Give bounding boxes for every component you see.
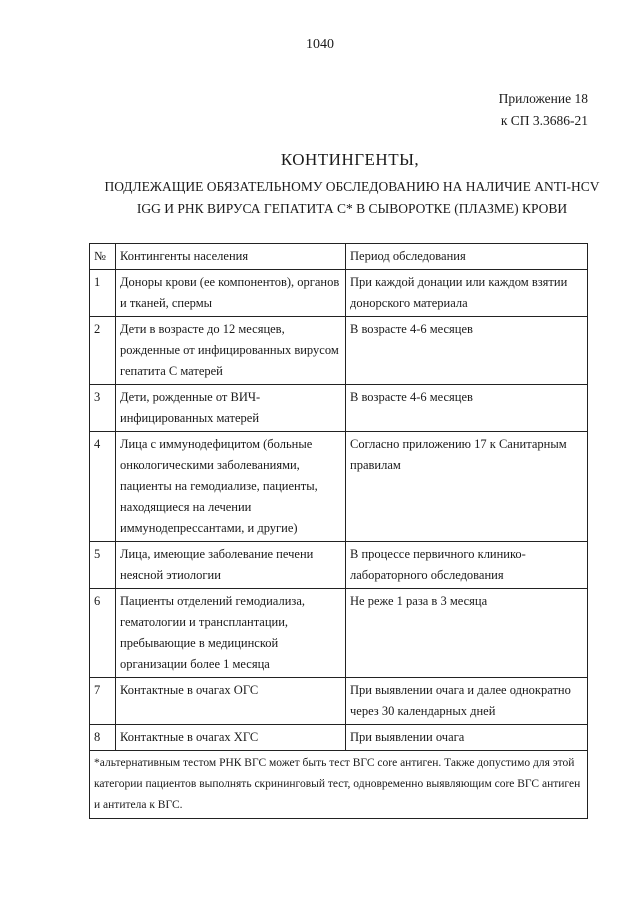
- header-population: Контингенты населения: [116, 244, 346, 270]
- table-row: [90, 385, 588, 432]
- table-row: [90, 317, 588, 385]
- row-period: В возрасте 4-6 месяцев: [346, 317, 588, 385]
- row-population: Дети в возрасте до 12 месяцев, рожденные от инфицированных вирусом гепатита С матерей: [116, 317, 346, 385]
- row-period: Согласно приложению 17 к Санитарным правилам: [346, 432, 588, 542]
- row-period: Не реже 1 раза в 3 месяца: [346, 589, 588, 678]
- footnote: *альтернативным тестом РНК ВГС может быть тест ВГС core антиген. Также допустимо для этой категории пациентов выполнять скрининговый тест, одновременно выявляющим core ВГС антиген и антитела к ВГС.: [90, 751, 588, 819]
- contingents-table: [89, 243, 588, 819]
- row-number: 7: [90, 678, 116, 725]
- table-row: [90, 542, 588, 589]
- footnote-row: [90, 751, 588, 819]
- page-number: 1040: [306, 37, 334, 52]
- row-number: 6: [90, 589, 116, 678]
- table-row: [90, 432, 588, 542]
- table-row: [90, 678, 588, 725]
- table-row: [90, 589, 588, 678]
- row-period: При каждой донации или каждом взятии донорского материала: [346, 270, 588, 317]
- appendix-document: к СП 3.3686-21: [500, 113, 588, 128]
- document-title: КОНТИНГЕНТЫ,: [280, 150, 420, 169]
- row-population: Дети, рожденные от ВИЧ-инфицированных матерей: [116, 385, 346, 432]
- row-number: 1: [90, 270, 116, 317]
- table-header-row: [90, 244, 588, 270]
- row-population: Контактные в очагах ХГС: [116, 725, 346, 751]
- row-period: При выявлении очага: [346, 725, 588, 751]
- row-population: Лица с иммунодефицитом (больные онкологическими заболеваниями, пациенты на гемодиализе, пациенты, находящиеся на лечении иммунодепрессантами, и другие): [116, 432, 346, 542]
- header-period: Период обследования: [346, 244, 588, 270]
- row-period: В процессе первичного клинико-лабораторного обследования: [346, 542, 588, 589]
- row-population: Доноры крови (ее компонентов), органов и тканей, спермы: [116, 270, 346, 317]
- row-number: 8: [90, 725, 116, 751]
- row-number: 3: [90, 385, 116, 432]
- row-number: 5: [90, 542, 116, 589]
- row-population: Контактные в очагах ОГС: [116, 678, 346, 725]
- row-population: Лица, имеющие заболевание печени неясной этиологии: [116, 542, 346, 589]
- appendix-label: Приложение 18: [498, 91, 588, 106]
- table-row: [90, 270, 588, 317]
- row-period: При выявлении очага и далее однократно через 30 календарных дней: [346, 678, 588, 725]
- row-population: Пациенты отделений гемодиализа, гематологии и трансплантации, пребывающие в медицинской организации более 1 месяца: [116, 589, 346, 678]
- appendix-reference: [499, 88, 588, 132]
- row-number: 4: [90, 432, 116, 542]
- header-number: №: [90, 244, 116, 270]
- table-row: [90, 725, 588, 751]
- row-number: 2: [90, 317, 116, 385]
- document-subtitle: ПОДЛЕЖАЩИЕ ОБЯЗАТЕЛЬНОМУ ОБСЛЕДОВАНИЮ НА НАЛИЧИЕ ANTI-HCV IGG И РНК ВИРУСА ГЕПАТИТА С* В СЫВОРОТКЕ (ПЛАЗМЕ) КРОВИ: [104, 179, 600, 216]
- row-period: В возрасте 4-6 месяцев: [346, 385, 588, 432]
